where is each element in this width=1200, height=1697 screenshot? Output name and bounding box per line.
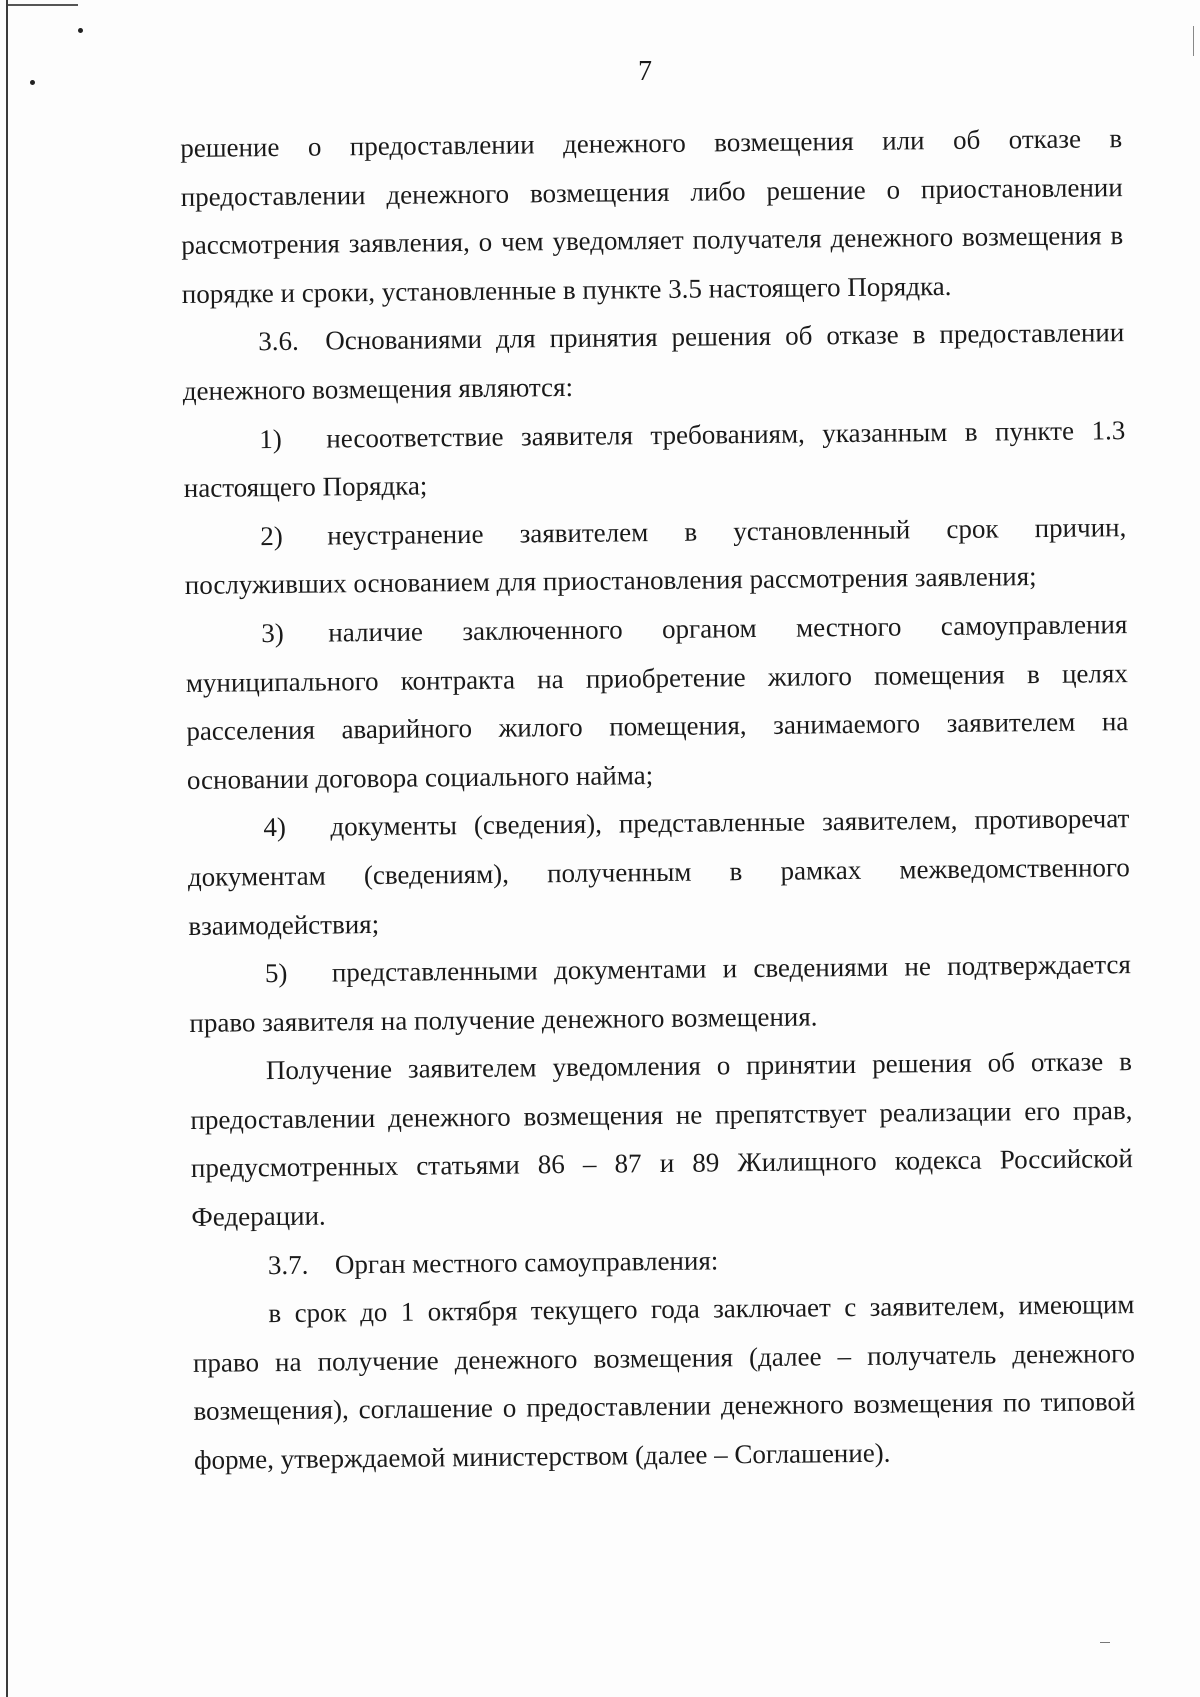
paragraph-agreement: в срок до 1 октября текущего года заключает с заявителем, имеющим право на получение денежного возмещения (далее – получатель денежного возмещения), соглашение о предоставлении денежного возмещения по типовой форме, утверждаемой министерством (далее – Соглашение). [192,1289,1136,1475]
list-number: 1) [259,423,282,454]
list-item-3: 3) наличие заключенного органом местного самоуправления муниципального контракта на приобретение жилого помещения в целях расселения аварийного жилого помещения, занимаемого заявителем на основании договора социального найма; [185,609,1129,795]
list-item-4: 4) документы (сведения), представленные заявителем, противоречат документам (сведениям), полученным в рамках межведомственного взаимодействия; [187,803,1130,941]
clause-number: 3.6. [258,326,299,357]
scan-top-mark [8,4,78,6]
list-number: 2) [260,520,283,551]
document-body [180,114,1136,1484]
list-number: 5) [264,958,288,989]
list-number: 3) [261,617,284,649]
clause-number: 3.7. [267,1249,309,1280]
scan-mark [1100,1642,1110,1643]
paragraph-notification: Получение заявителем уведомления о принятии решения об отказе в предоставлении денежного возмещения не препятствует реализации его прав, предусмотренных статьями 86 – 87 и 89 Жилищного кодекса Российской Федерации. [190,1046,1134,1233]
scan-speck [78,28,83,33]
list-number: 4) [263,812,287,843]
paragraph-continuation: решение о предоставлении денежного возмещения или об отказе в предоставлении денежного возмещения либо решение о приостановлении рассмотрения заявления, о чем уведомляет получателя денежного возмещения в порядке и сроки, установленные в пункте 3.5 настоящего Порядка. [180,123,1124,309]
list-item-5: 5) представленными документами и сведениями не подтверждается право заявителя на получение денежного возмещения. [189,949,1132,1038]
page-number: 7 [638,56,652,87]
scan-left-edge [6,0,8,1697]
paragraph-3-7: 3.7. Орган местного самоуправления: [192,1232,1134,1290]
paragraph-3-6: 3.6. Основаниями для принятия решения об отказе в предоставлении денежного возмещения являются: [182,317,1125,406]
scan-right-edge [1193,26,1194,56]
list-item-1: 1) несоответствие заявителя требованиям, указанным в пункте 1.3 настоящего Порядка; [183,414,1126,504]
list-item-2: 2) неустранение заявителем в установленный срок причин, послуживших основанием для приостановления рассмотрения заявления; [184,511,1127,601]
